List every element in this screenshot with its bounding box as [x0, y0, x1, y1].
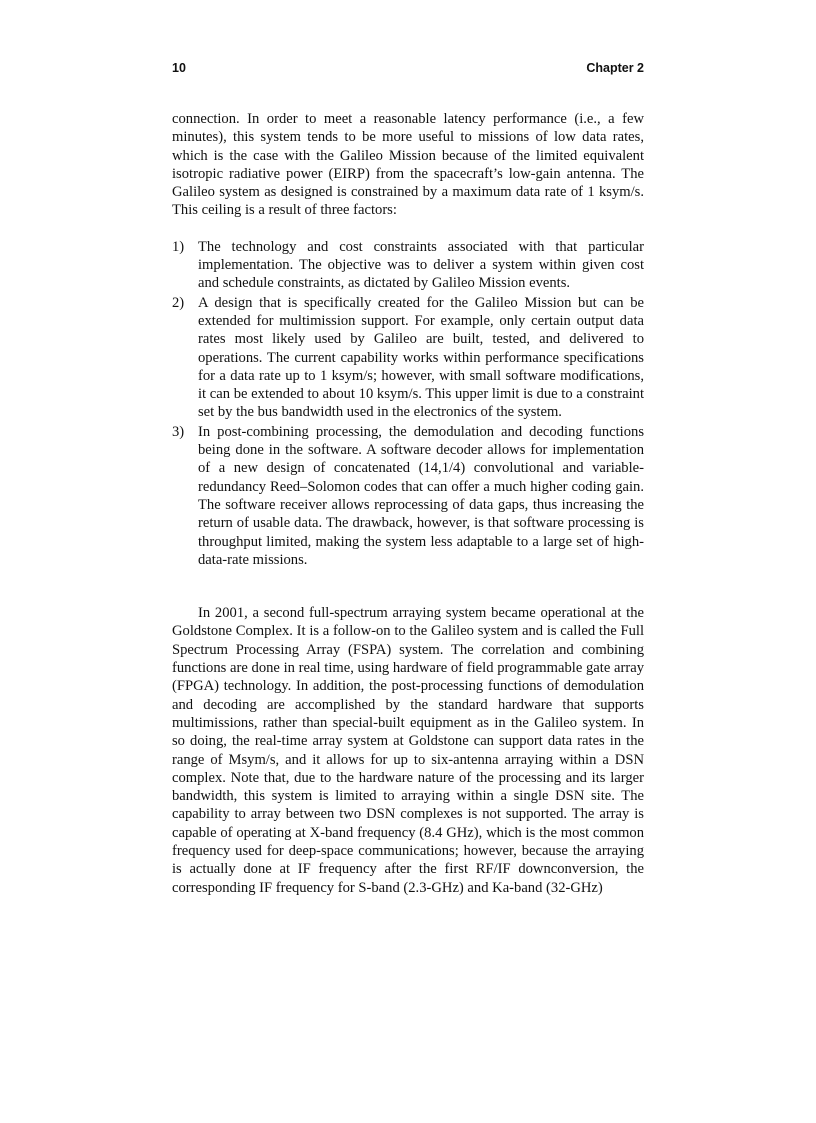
list-item-text: The technology and cost constraints associated with that particular implementation. The objective was to deliver a system within given cost and schedule constraints, as dictated by Galileo Mission events.	[198, 238, 644, 292]
running-header	[172, 60, 644, 76]
list-item	[172, 238, 644, 293]
list-item	[172, 294, 644, 422]
section-spacer	[172, 570, 644, 604]
fspa-paragraph: In 2001, a second full-spectrum arraying system became operational at the Goldstone Complex. It is a follow-on to the Galileo system and is called the Full Spectrum Processing Array (FSPA) system. The correlation and combining functions are done in real time, using hardware of field programmable gate array (FPGA) technology. In addition, the post-processing functions of demodulation and decoding are accomplished by the standard hardware that supports multimissions, rather than special-built equipment as in the Galileo system. In so doing, the real-time array system at Goldstone can support data rates in the range of Msym/s, and it allows for up to six-antenna arraying within a DSN complex. Note that, due to the hardware nature of the processing and its larger bandwidth, this system is limited to arraying within a single DSN site. The capability to array between two DSN complexes is not supported. The array is capable of operating at X-band frequency (8.4 GHz), which is the most common frequency used for deep-space communications; however, because the arraying is actually done at IF frequency after the first RF/IF downconversion, the corresponding IF frequency for S-band (2.3-GHz) and Ka-band (32-GHz)	[172, 605, 644, 896]
factor-list	[172, 238, 644, 569]
list-item-number: 3)	[172, 423, 185, 440]
document-page	[172, 60, 644, 897]
page-number: 10	[172, 61, 186, 75]
intro-paragraph: connection. In order to meet a reasonable latency performance (i.e., a few minutes), this system tends to be more useful to missions of low data rates, which is the case with the Galileo Mission because of the limited equivalent isotropic radiative power (EIRP) from the spacecraft’s low-gain antenna. The Galileo system as designed is constrained by a maximum data rate of 1 ksym/s. This ceiling is a result of three factors:	[172, 111, 644, 219]
list-item-number: 2)	[172, 294, 185, 311]
list-item-number: 1)	[172, 238, 185, 255]
list-item-text: In post-combining processing, the demodulation and decoding functions being done in the software. A software decoder allows for implementation of a new design of concatenated (14,1/4) convolutional and variable-redundancy Reed–Solomon codes that can offer a much higher coding gain. The software receiver allows reprocessing of data gaps, thus increasing the return of usable data. The drawback, however, is that software processing is throughput limited, making the system less adaptable to a large set of high-data-rate missions.	[198, 423, 644, 568]
body-text	[172, 110, 644, 897]
chapter-label: Chapter 2	[586, 61, 644, 75]
list-item	[172, 423, 644, 569]
list-item-text: A design that is specifically created for the Galileo Mission but can be extended for multimission support. For example, only certain output data rates most likely used by Galileo are built, tested, and delivered to operations. The current capability works within performance specifications for a data rate up to 1 ksym/s; however, with small software modifications, it can be extended to about 10 ksym/s. This upper limit is due to a constraint set by the bus bandwidth used in the electronics of the system.	[198, 294, 644, 421]
